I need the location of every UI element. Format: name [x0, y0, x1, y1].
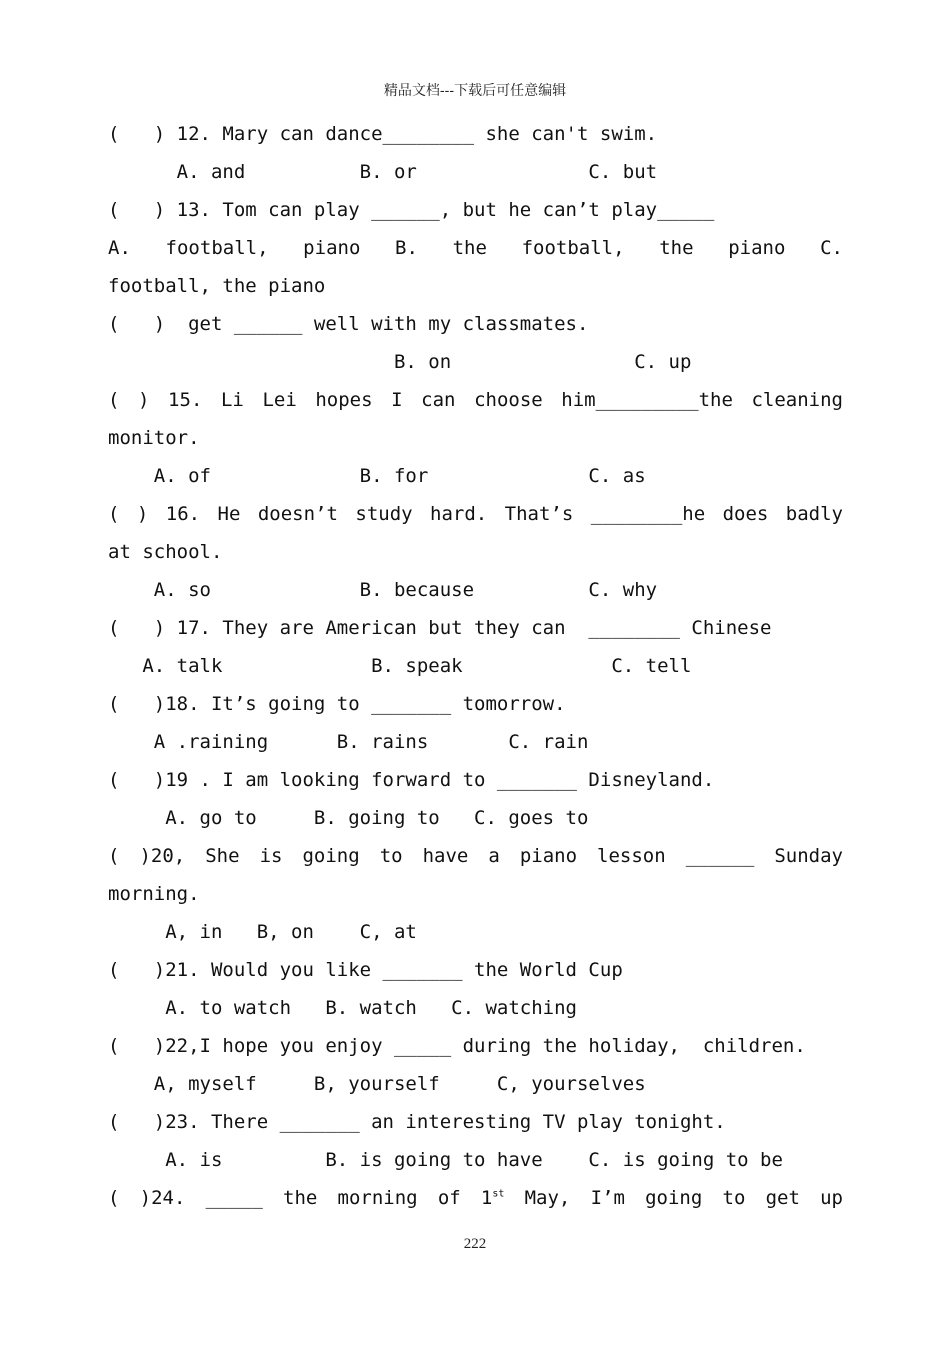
page-header: 精品文档---下载后可任意编辑 [383, 83, 567, 99]
question-18: ( )18. It’s going to _______ tomorrow. [108, 693, 566, 715]
question-20-cont: morning. [108, 883, 200, 905]
question-18-options: A .raining B. rains C. rain [108, 731, 589, 753]
question-14-options: B. on C. up [108, 351, 692, 373]
question-12: ( ) 12. Mary can dance________ she can't swim. [108, 123, 658, 145]
question-16-options: A. so B. because C. why [108, 579, 658, 601]
question-24-end: May, I’m going to get up [504, 1187, 843, 1209]
question-22-options: A, myself B, yourself C, yourselves [108, 1073, 646, 1095]
question-23-options: A. is B. is going to have C. is going to be [108, 1149, 783, 1171]
question-14: ( ) get ______ well with my classmates. [108, 313, 589, 335]
question-17-options: A. talk B. speak C. tell [108, 655, 692, 677]
page-number: 222 [463, 1236, 487, 1252]
question-24-start: ( )24. _____ the morning of 1 [108, 1187, 493, 1209]
question-23: ( )23. There _______ an interesting TV play tonight. [108, 1111, 726, 1133]
question-20: ( )20, She is going to have a piano lesson ______ Sunday [108, 845, 843, 867]
question-20-options: A, in B, on C, at [108, 921, 417, 943]
question-13-options: A. football, piano B. the football, the piano C. [108, 237, 843, 259]
question-13-options-cont: football, the piano [108, 275, 326, 297]
question-22: ( )22,I hope you enjoy _____ during the holiday, children. [108, 1035, 806, 1057]
question-16-cont: at school. [108, 541, 223, 563]
question-21-options: A. to watch B. watch C. watching [108, 997, 577, 1019]
question-15-cont: monitor. [108, 427, 200, 449]
question-19: ( )19 . I am looking forward to _______ Disneyland. [108, 769, 715, 791]
question-15: ( ) 15. Li Lei hopes I can choose him_________the cleaning [108, 389, 843, 411]
question-24 [108, 1186, 843, 1210]
question-19-options: A. go to B. going to C. goes to [108, 807, 589, 829]
question-15-options: A. of B. for C. as [108, 465, 646, 487]
question-17: ( ) 17. They are American but they can ________ Chinese [108, 617, 772, 639]
ordinal-suffix: st [492, 1188, 505, 1200]
question-21: ( )21. Would you like _______ the World Cup [108, 959, 623, 981]
question-13: ( ) 13. Tom can play ______, but he can’t play_____ [108, 199, 715, 221]
question-12-options: A. and B. or C. but [108, 161, 658, 183]
question-16: ( ) 16. He doesn’t study hard. That’s ________he does badly [108, 503, 843, 525]
